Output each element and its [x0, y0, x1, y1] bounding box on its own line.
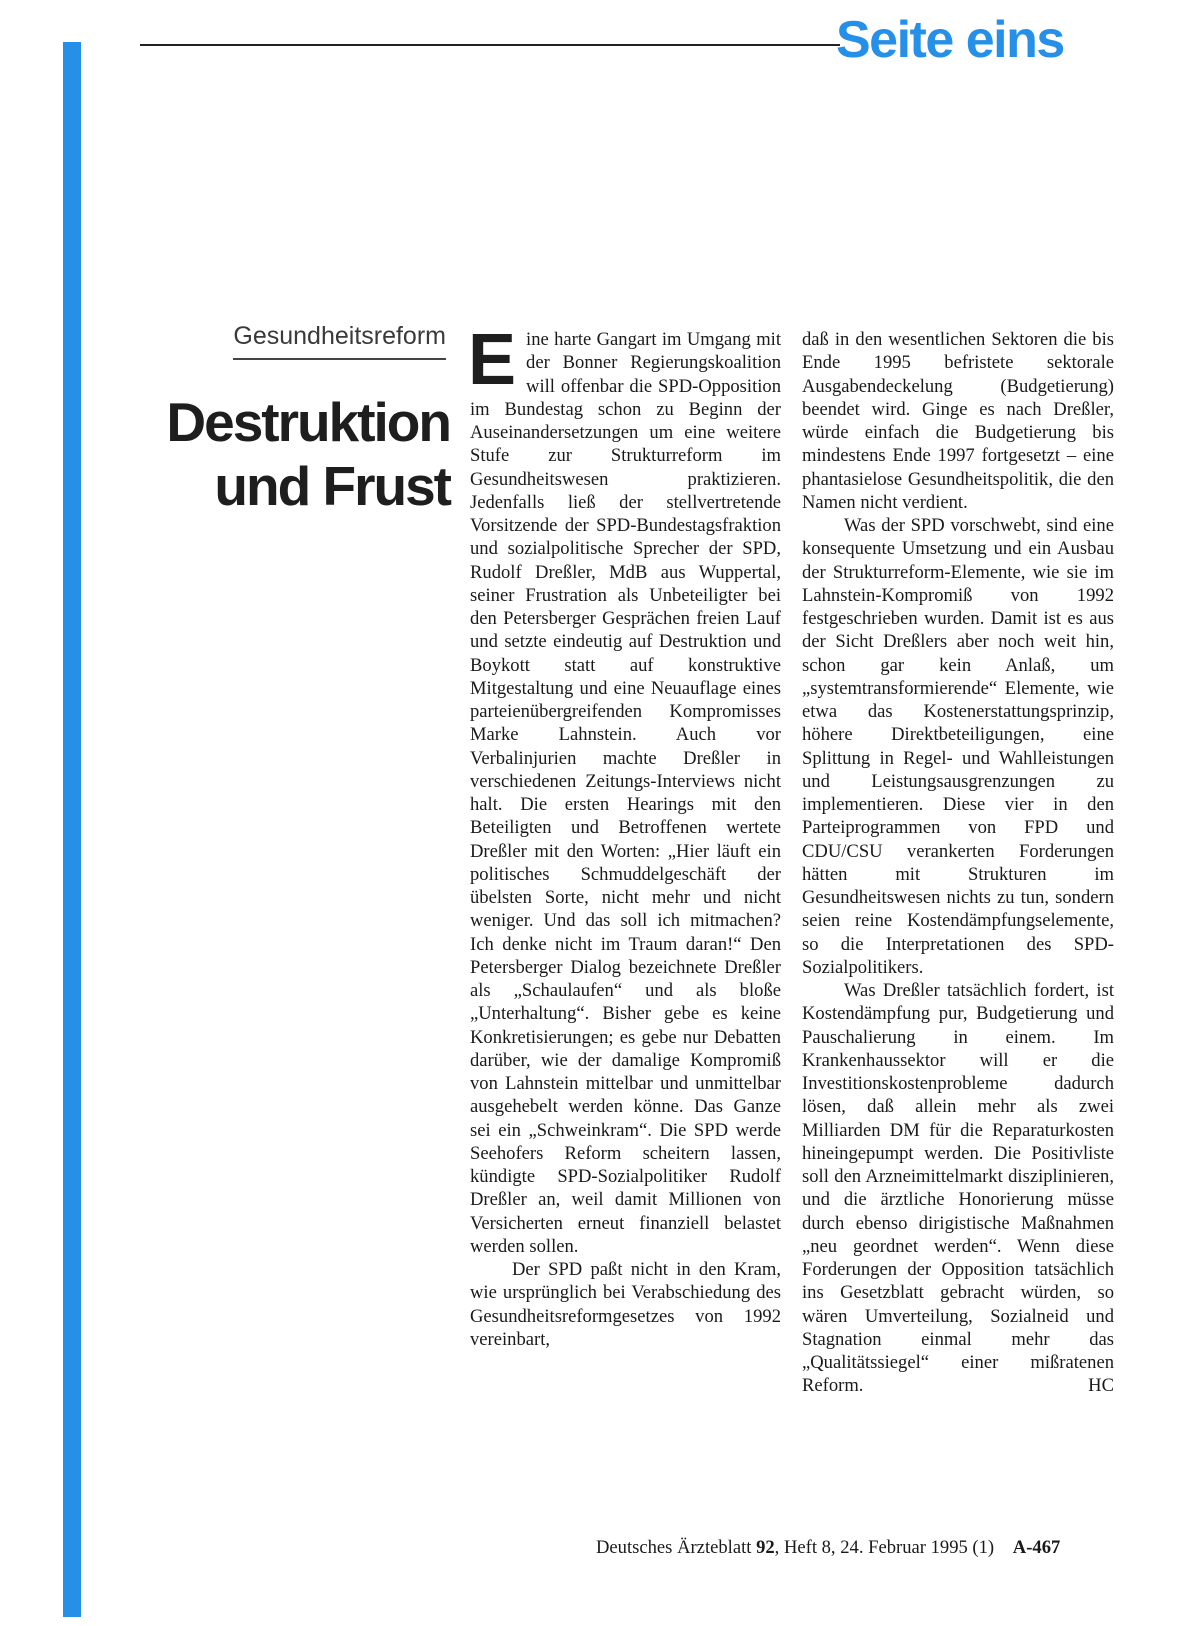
article-headline	[130, 390, 450, 518]
page-number: A-467	[1012, 1537, 1061, 1558]
journal-volume: 92	[756, 1537, 775, 1558]
headline-line-2: und Frust	[214, 455, 450, 517]
paragraph-text: ine harte Gangart im Umgang mit der Bonner Regierungskoalition will offenbar die SPD-Opposition im Bundestag schon zu Beginn der Auseinandersetzungen um eine weitere Stufe zur Strukturreform im Gesundheitswesen praktizieren. Jedenfalls ließ der stellvertretende Vorsitzende der SPD-Bundestagsfraktion und sozialpolitische Sprecher der SPD, Rudolf Dreßler, MdB aus Wuppertal, seiner Frustration als Unbeteiligter bei den Petersberger Gesprächen freien Lauf und setzte eindeutig auf Destruktion und Boykott statt auf konstruktive Mitgestaltung und eine Neuauflage eines parteienübergreifenden Kompromisses Marke Lahnstein. Auch vor Verbalinjurien machte Dreßler in verschiedenen Zeitungs-Interviews nicht halt. Die ersten Hearings mit den Beteiligten und Betroffenen wertete Dreßler mit den Worten: „Hier läuft ein politisches Schmuddelgeschäft der übelsten Sorte, nicht mehr und nicht weniger. Und das soll ich mitmachen? Ich denke nicht im Traum daran!“ Den Petersberger Dialog bezeichnete Dreßler als „Schaulaufen“ und als bloße „Unterhaltung“. Bisher gebe es keine Konkretisierungen; es gebe nur Debatten darüber, wie der damalige Kompromiß von Lahnstein mittelbar und unmittelbar ausgehebelt werden könne. Das Ganze sei ein „Schweinkram“. Die SPD werde Seehofers Reform scheitern lassen, kündigte SPD-Sozialpolitiker Rudolf Dreßler an, weil damit Millionen von Versicherten erneut finanziell belastet werden sollen.	[470, 329, 781, 1257]
section-title: Seite eins	[836, 11, 1064, 69]
header-rule	[140, 44, 840, 46]
kicker-rule	[233, 358, 446, 360]
article-column-2	[802, 328, 1114, 1398]
paragraph: Was der SPD vorschwebt, sind eine konsequente Umsetzung und ein Ausbau der Strukturreform-Elemente, wie sie im Lahnstein-Kompromiß von 1992 festgeschrieben wurden. Damit ist es aus der Sicht Dreßlers aber noch weit hin, schon gar kein Anlaß, um „systemtransformierende“ Elemente, wie etwa das Kostenerstattungsprinzip, höhere Direktbeteiligungen, eine Splittung in Regel- und Wahlleistungen und Leistungsausgrenzungen zu implementieren. Diese vier in den Parteiprogrammen von FPD und CDU/CSU verankerten Forderungen hätten mit Strukturen im Gesundheitswesen nichts zu tun, sondern seien reine Kostendämpfungselemente, so die Interpretationen des SPD-Sozialpolitikers.	[802, 515, 1114, 978]
article-column-1	[468, 320, 781, 1351]
page-footer	[596, 1537, 1060, 1559]
journal-name: Deutsches Ärzteblatt	[596, 1537, 752, 1558]
headline-line-1: Destruktion	[166, 391, 450, 453]
article-kicker: Gesundheitsreform	[233, 322, 446, 350]
blue-margin-bar	[63, 42, 81, 1617]
paragraph	[468, 320, 781, 1258]
paragraph: Der SPD paßt nicht in den Kram, wie ursprünglich bei Verabschiedung des Gesundheitsreformgesetzes von 1992 vereinbart,	[470, 1259, 781, 1350]
journal-issue: , Heft 8, 24. Februar 1995 (1)	[774, 1537, 995, 1558]
author-signature: HC	[1088, 1375, 1114, 1397]
paragraph: Was Dreßler tatsächlich fordert, ist Kostendämpfung pur, Budgetierung und Pauschalierung in einem. Im Krankenhaussektor will er die Investitionskostenprobleme dadurch lösen, daß allein mehr als zwei Milliarden DM für die Reparaturkosten hineingepumpt werden. Die Positivliste soll den Arzneimittelmarkt disziplinieren, und die ärztliche Honorierung müsse durch ebenso dirigistische Maßnahmen „neu geordnet werden“. Wenn diese Forderungen der Opposition tatsächlich ins Gesetzblatt gebracht würden, so wären Umverteilung, Sozialneid und Stagnation einmal mehr das „Qualitätssiegel“ einer mißratenen Reform.	[802, 980, 1114, 1397]
drop-cap: E	[468, 320, 517, 400]
paragraph: daß in den wesentlichen Sektoren die bis Ende 1995 befristete sektorale Ausgabendeckelung (Budgetierung) beendet wird. Ginge es nach Dreßler, würde einfach die Budgetierung bis mindestens Ende 1997 fortgesetzt – eine phantasielose Gesundheitspolitik, die den Namen nicht verdient.	[802, 329, 1114, 513]
